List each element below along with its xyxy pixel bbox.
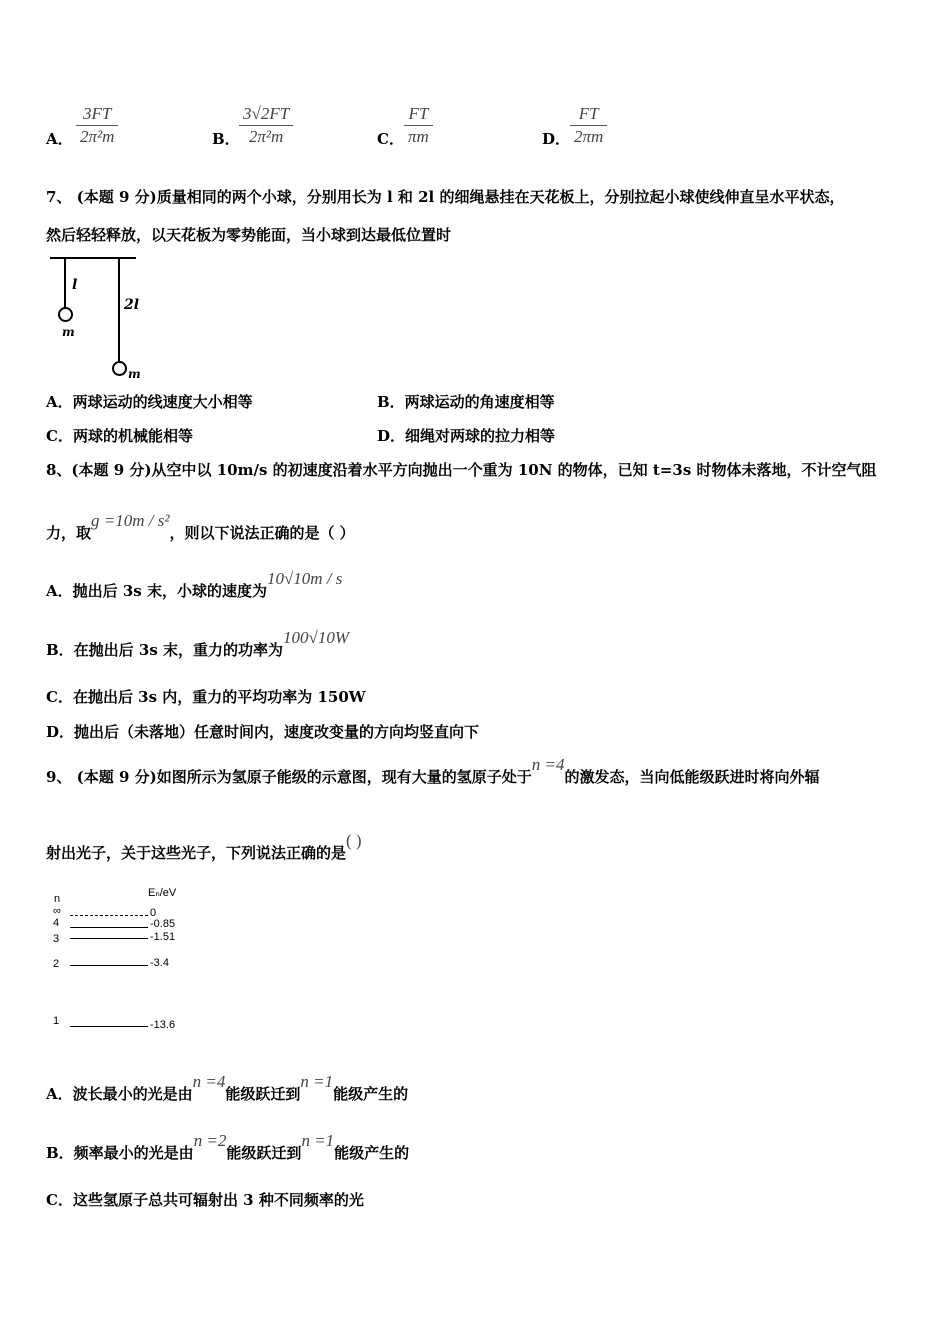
level-inf-line — [70, 915, 148, 916]
ceiling-line — [50, 257, 136, 259]
level-4-e: -0.85 — [150, 918, 176, 930]
level-2-line — [70, 965, 148, 966]
q9-stem-line2 — [46, 830, 362, 862]
fraction-denominator: 2πm — [574, 127, 604, 146]
q8-option-b — [46, 627, 350, 659]
fraction-denominator: 2π²m — [248, 127, 284, 146]
q8-gravity-formula: g =10m / s² — [91, 511, 170, 530]
q9-option-c: C．这些氢原子总共可辐射出 3 种不同频率的光 — [46, 1191, 364, 1209]
q6-option-c-letter: C． — [377, 130, 404, 148]
level-3-e: -1.51 — [150, 931, 176, 943]
q9-option-b-post: 能级产生的 — [334, 1144, 410, 1162]
q9-line1-formula: n =4 — [531, 755, 565, 774]
q8-stem-line2 — [46, 510, 355, 542]
label-l: l — [72, 277, 78, 293]
q8-stem-line1: 8、(本题 9 分)从空中以 10m/s 的初速度沿着水平方向抛出一个重为 10N 的物体，已知 t=3s 时物体未落地，不计空气阻 — [46, 461, 877, 479]
q9-option-b-formula1: n =2 — [193, 1131, 227, 1150]
level-1-e: -13.6 — [150, 1019, 176, 1031]
level-inf-n: ∞ — [53, 905, 61, 917]
q8-option-c: C．在抛出后 3s 内，重力的平均功率为 150W — [46, 688, 366, 706]
q8-line2-post: ，则以下说法正确的是（ ） — [169, 524, 355, 542]
q8-option-a-formula: 10√10m / s — [266, 569, 343, 588]
q9-option-a-mid: 能级跃迁到 — [225, 1085, 301, 1103]
q9-line2-text: 射出光子，关于这些光子，下列说法正确的是 — [46, 844, 347, 862]
q6-option-b-letter: B． — [212, 130, 240, 148]
level-4-line — [70, 927, 148, 928]
level-3-line — [70, 938, 148, 939]
fraction-numerator: FT — [408, 104, 429, 123]
q6-option-d-fraction — [570, 104, 607, 147]
energy-header: Eₙ/eV — [148, 887, 177, 899]
q7-stem-line2: 然后轻轻释放，以天花板为零势能面，当小球到达最低位置时 — [46, 226, 452, 244]
q8-option-a-text: A．抛出后 3s 末，小球的速度为 — [46, 582, 267, 600]
q8-option-b-text: B．在抛出后 3s 末，重力的功率为 — [46, 641, 284, 659]
n-header: n — [54, 893, 61, 905]
q9-option-b-mid: 能级跃迁到 — [226, 1144, 302, 1162]
q6-option-a-letter: A． — [46, 130, 73, 148]
q9-line1-post: 的激发态，当向低能级跃进时将向外辐 — [564, 768, 820, 786]
ball-2 — [112, 361, 127, 376]
level-2-n: 2 — [53, 958, 60, 970]
fraction-denominator: πm — [408, 127, 429, 146]
level-inf-e: 0 — [150, 907, 157, 919]
q9-option-a-formula2: n =1 — [300, 1072, 334, 1091]
q9-option-b-pre: B．频率最小的光是由 — [46, 1144, 194, 1162]
fraction-denominator: 2π²m — [80, 127, 115, 146]
q9-option-a-pre: A．波长最小的光是由 — [46, 1085, 193, 1103]
q6-option-d-letter: D． — [542, 130, 571, 148]
level-2-e: -3.4 — [150, 957, 169, 969]
mass-label-1: m — [62, 325, 75, 339]
q9-stem-line1 — [46, 754, 820, 786]
q6-option-a-fraction — [76, 104, 118, 147]
q6-option-c-fraction — [404, 104, 433, 147]
q8-line2-pre: 力，取 — [46, 524, 92, 542]
fraction-numerator: 3FT — [83, 104, 112, 123]
level-1-line — [70, 1026, 148, 1027]
q9-option-a — [46, 1071, 409, 1103]
q8-option-b-formula: 100√10W — [283, 628, 350, 647]
level-1-n: 1 — [53, 1015, 60, 1027]
q7-option-a: A．两球运动的线速度大小相等 — [46, 393, 253, 411]
q9-line1-pre: 9、 (本题 9 分)如图所示为氢原子能级的示意图，现有大量的氢原子处于 — [46, 768, 532, 786]
q9-option-a-post: 能级产生的 — [333, 1085, 409, 1103]
ball-1 — [58, 307, 73, 322]
level-4-n: 4 — [53, 917, 60, 929]
q8-option-a — [46, 568, 343, 600]
q7-option-d: D．细绳对两球的拉力相等 — [377, 427, 556, 445]
mass-label-2: m — [128, 367, 141, 381]
long-string — [118, 258, 120, 362]
q7-option-c: C．两球的机械能相等 — [46, 427, 193, 445]
level-3-n: 3 — [53, 933, 60, 945]
q6-option-b-fraction — [239, 104, 293, 147]
fraction-numerator: FT — [578, 104, 599, 123]
q8-option-d: D．抛出后（未落地）任意时间内，速度改变量的方向均竖直向下 — [46, 723, 480, 741]
q7-option-b: B．两球运动的角速度相等 — [377, 393, 555, 411]
q9-answer-paren: ( ) — [346, 831, 362, 850]
label-2l: 2l — [124, 297, 140, 313]
q9-option-b-formula2: n =1 — [301, 1131, 335, 1150]
short-string — [64, 258, 66, 308]
q9-option-b — [46, 1130, 410, 1162]
fraction-numerator: 3√2FT — [243, 104, 290, 123]
q7-stem-line1: 7、 (本题 9 分)质量相同的两个小球，分别用长为 l 和 2l 的细绳悬挂在天花板上，分别拉起小球使线伸直呈水平状态， — [46, 188, 845, 206]
q9-option-a-formula1: n =4 — [192, 1072, 226, 1091]
